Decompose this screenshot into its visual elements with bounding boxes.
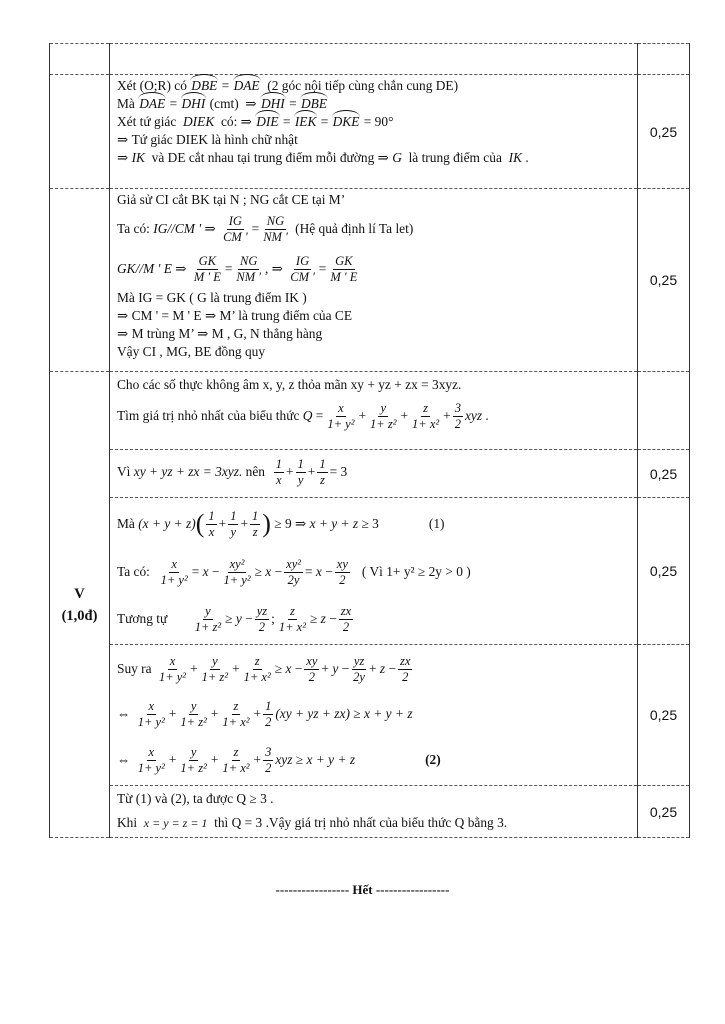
score: 0,25 [638,189,690,372]
section-label: V (1,0đ) [50,372,110,838]
table-row [50,44,690,75]
footer-end: ----------------- Hết ----------------- [275,882,450,897]
score: 0,25 [638,645,690,786]
proof-rectangle: Xét (O;R) có DBE = DAE (2 góc nội tiếp cùng chắn cung DE) Mà DAE = DHI (cmt) ⇒ DHI = DBE Xét tứ giác DIEK có: ⇒ DIE = IEK = DKE = 90° ⇒ Tứ giác DIEK là hình chữ nhật ⇒ IK và DE cắt nhau tại trung điểm mỗi đường ⇒ G là trung điểm của IK . [117,78,529,165]
table-row [50,372,690,450]
table-row: Suy ra x 1+ y² + y 1+ z² + z 1+ x² ≥ x − xy 2 + y − yz 2y + z − zx 2 ⇔ x 1+ y² + y 1+ z² + z 1+ x² + 1 2 (xy + yz + zx) ≥ x + y + z ⇔ x 1+ y² + y 1+ z² + z 1+ x² + 3 2 xyz ≥ x + y + z (2) 0,25 [50,645,690,786]
proof-concurrent: Giả sử CI cắt BK tại N ; NG cắt CE tại M’ Ta có: IG//CM ' ⇒ IG CM ' = NG NM ' (Hệ quả định lí Ta let) GK//M ' E ⇒ GK M ' E = NG NM ' , ⇒ IG CM ' = GK M ' E Mà IG = GK ( G là trung điểm IK ) ⇒ CM ' = M ' E ⇒ M’ là trung điểm của CE ⇒ M trùng M’ ⇒ M , G, N thẳng hàng Vậy CI , MG, BE đồng quy [117,192,414,359]
problem-statement: Cho các số thực không âm x, y, z thỏa mãn xy + yz + zx = 3xyz. Tìm giá trị nhỏ nhất của biểu thức Q = x 1+ y² + y 1+ z² + z 1+ x² + 3 2 xyz . [117,377,489,431]
score: 0,25 [638,786,690,838]
table-row [50,189,690,372]
score: 0,25 [638,75,690,189]
table-row: Mà (x + y + z) ( 1 x + 1 y + 1 z ) ≥ 9 ⇒ x + y + z ≥ 3 (1) Ta có: x 1+ y² = x − xy² 1+ y² ≥ x − xy² 2y = x − xy 2 ( Vì 1+ y² ≥ 2y > 0 ) Tương tự y 1+ z² ≥ y − yz 2 ; z 1+ x² ≥ z − zx 2 0,25 [50,498,690,645]
table-row: Từ (1) và (2), ta được Q ≥ 3 . Khi x = y = z = 1 thì Q = 3 .Vậy giá trị nhỏ nhất của biểu thức Q bằng 3. 0,25 [50,786,690,838]
table-row: Vì xy + yz + zx = 3xyz. nên 1 x + 1 y + 1 z = 3 0,25 [50,450,690,498]
answer-table [49,43,690,838]
score: 0,25 [638,450,690,498]
table-row [50,75,690,189]
score: 0,25 [638,498,690,645]
